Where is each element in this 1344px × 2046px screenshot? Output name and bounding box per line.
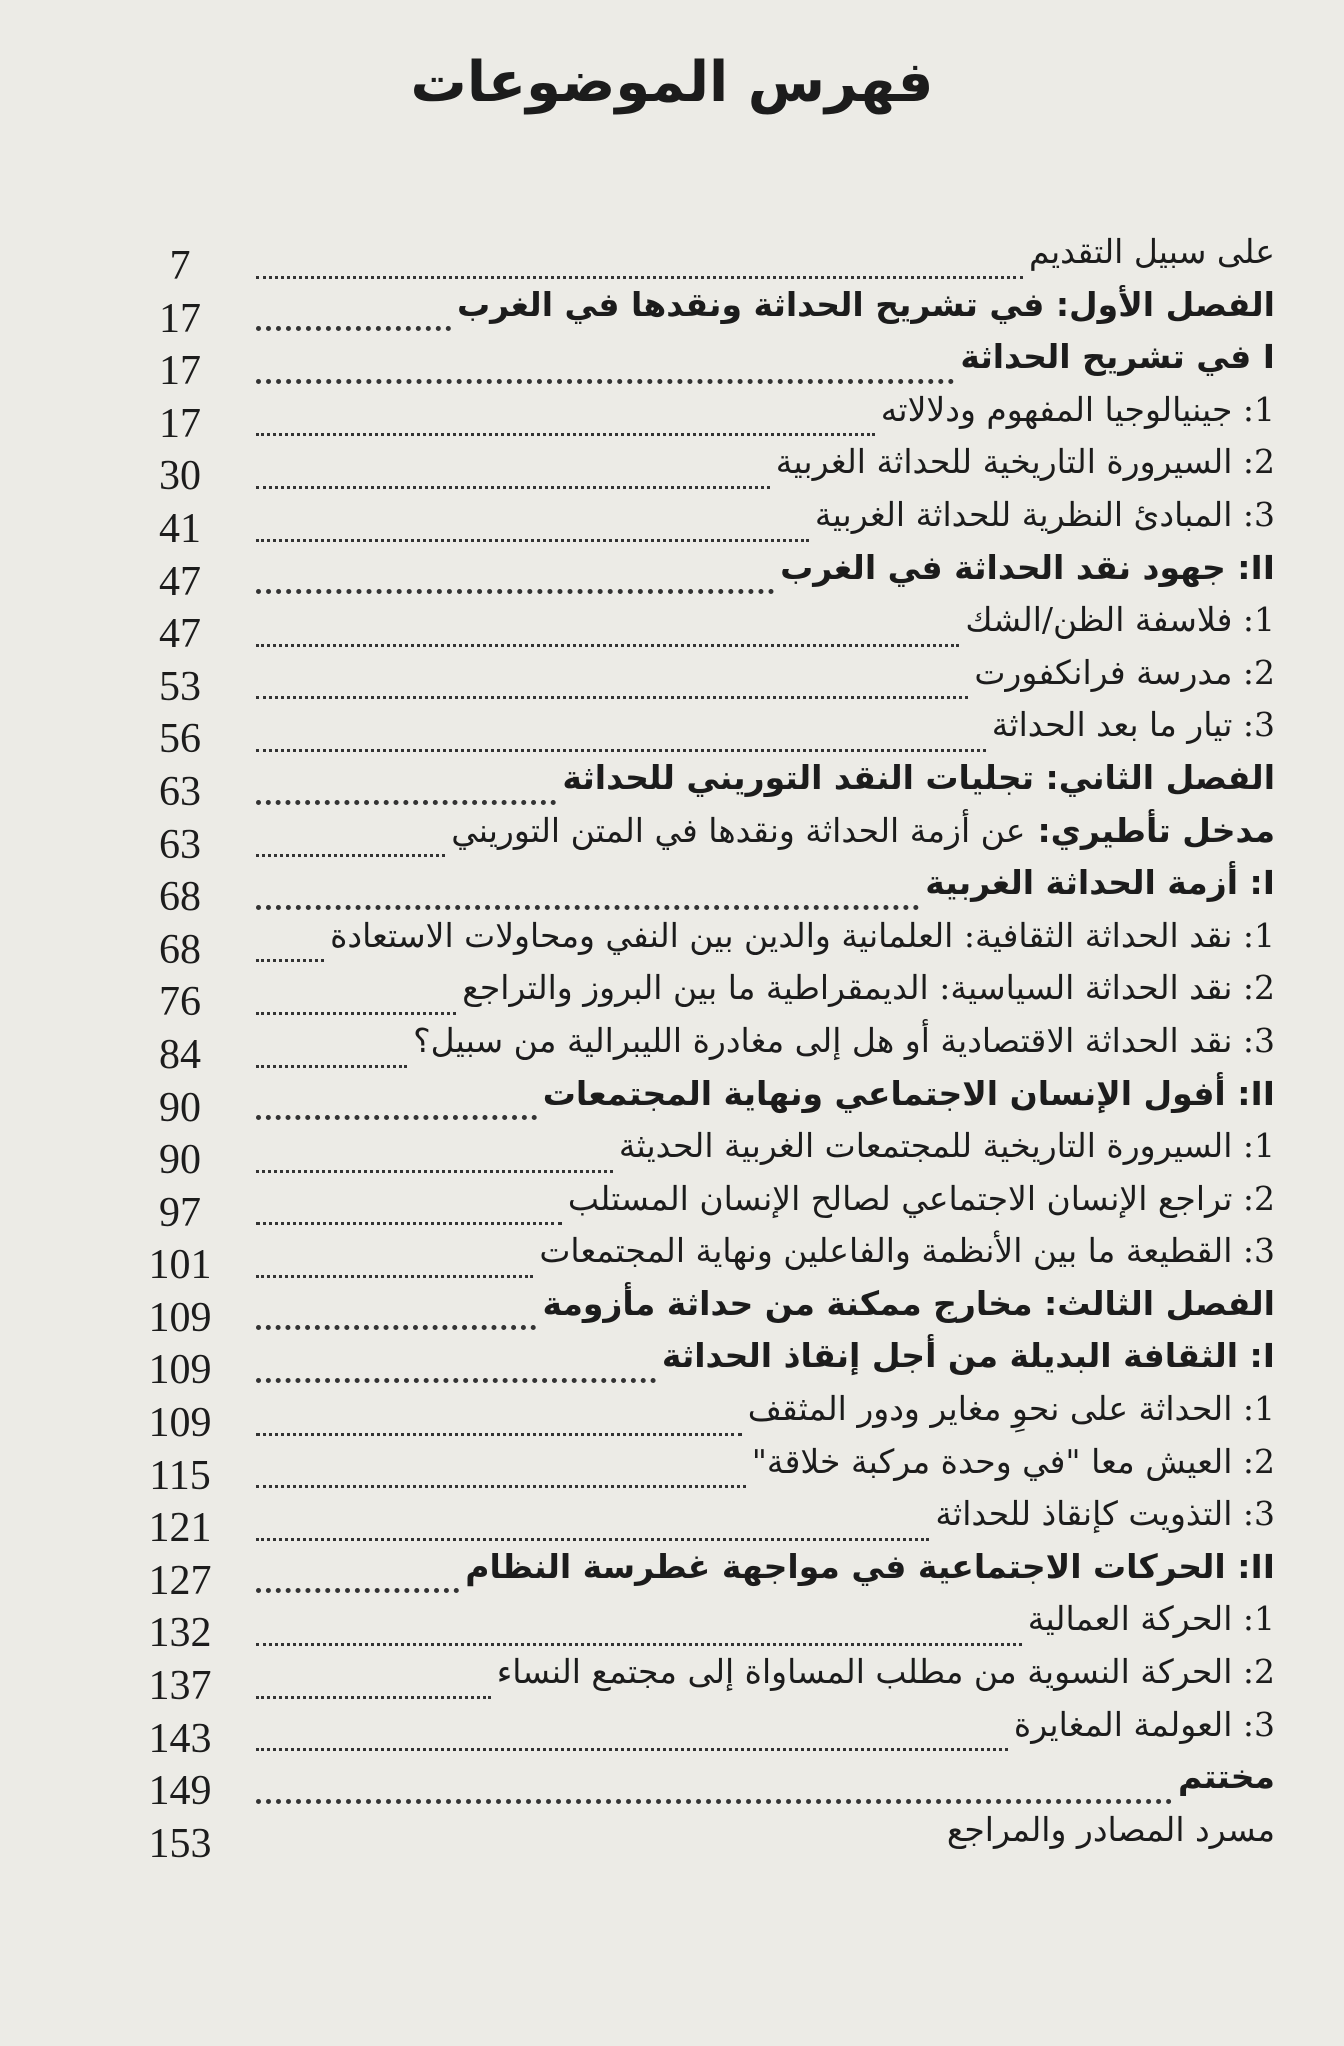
toc-page-number: 53 [159,663,201,710]
dot-leader [256,1522,929,1541]
toc-entry-title: 1: نقد الحداثة الثقافية: العلمانية والدين بين النفي ومحاولات الاستعادة [330,915,1275,955]
toc-entry [250,752,1275,805]
dot-leader [256,943,324,962]
dot-leader [256,1469,746,1488]
toc-entry [250,857,1275,910]
toc-entry-title: I: أزمة الحداثة الغربية [925,863,1275,903]
dot-leader [256,628,959,647]
toc-page-number: 109 [148,1400,212,1447]
dot-leader [256,1049,407,1068]
dot-leader [256,1840,941,1856]
toc-page-number: 17 [159,400,201,447]
toc-entry [250,1751,1275,1804]
toc-entry-title: الفصل الثاني: تجليات النقد التوريني للحداثة [562,757,1275,797]
toc-entry-title: 3: العولمة المغايرة [1013,1704,1275,1744]
toc-entry [250,1225,1275,1278]
toc-entry [250,436,1275,489]
toc-entry-title: 2: السيرورة التاريخية للحداثة الغربية [775,442,1275,482]
toc-entry [250,1383,1275,1436]
dot-leader [256,1362,656,1383]
toc-page-number: 63 [159,768,201,815]
toc-page-number: 127 [148,1557,212,1604]
toc-entry-title: 3: المبادئ النظرية للحداثة الغربية [814,494,1275,534]
toc-entry [250,1330,1275,1383]
toc-entries [250,226,1275,1856]
toc-entry [250,1015,1275,1068]
toc-entry-title: II: أفول الإنسان الاجتماعي ونهاية المجتمعات [542,1073,1275,1113]
toc-entry-title: II: الحركات الاجتماعية في مواجهة غطرسة النظام [465,1546,1275,1586]
toc-entry [250,699,1275,752]
dot-leader [256,363,954,384]
toc-entry [250,805,1275,858]
dot-leader [256,1732,1008,1751]
toc-page-number: 109 [148,1347,212,1394]
dot-leader [256,733,986,752]
toc-entry [250,1120,1275,1173]
dot-leader [256,417,875,436]
toc-entry-title: I: الثقافة البديلة من أجل إنقاذ الحداثة [661,1336,1275,1376]
toc-entry [250,1593,1275,1646]
toc-entry [250,1278,1275,1331]
dot-leader [256,1099,537,1120]
toc-page-number: 17 [159,348,201,395]
toc-entry-title: 2: نقد الحداثة السياسية: الديمقراطية ما بين البروز والتراجع [462,968,1275,1008]
toc-entry-title: الفصل الثالث: مخارج ممكنة من حداثة مأزومة [542,1283,1275,1323]
toc-entry-title: مختتم [1177,1757,1275,1797]
toc-page-number: 143 [148,1715,212,1762]
dot-leader [256,1783,1172,1804]
toc-page-number: 56 [159,716,201,763]
toc-page-number: 137 [148,1663,212,1710]
dot-leader [256,470,770,489]
toc-entry [250,1488,1275,1541]
toc-page-number: 153 [148,1820,212,1867]
toc-entry [250,1646,1275,1699]
toc-entry [250,647,1275,700]
toc-page-number: 30 [159,453,201,500]
toc-page-number: 121 [148,1505,212,1552]
dot-leader [256,889,919,910]
toc-page-number: 84 [159,1031,201,1078]
toc-entry-title: II: جهود نقد الحداثة في الغرب [780,547,1275,587]
dot-leader [256,996,456,1015]
dot-leader [256,1417,742,1436]
toc-entry-title: 1: جينيالوجيا المفهوم ودلالاته [880,389,1275,429]
dot-leader [256,1206,562,1225]
toc-entry [250,226,1275,279]
dot-leader [256,784,556,805]
toc-page-number: 41 [159,505,201,552]
dot-leader [256,523,809,542]
toc-entry [250,1068,1275,1121]
toc-page-number: 109 [148,1294,212,1341]
dot-leader [256,1627,1022,1646]
dot-leader [256,1309,536,1330]
dot-leader [256,260,1023,279]
toc-entry-prefix: مدخل تأطيري: [1037,810,1275,850]
toc-page-number: 101 [148,1242,212,1289]
toc-page-number: 97 [159,1189,201,1236]
toc-page-number: 47 [159,558,201,605]
toc-entry-title: 3: نقد الحداثة الاقتصادية أو هل إلى مغادرة الليبرالية من سبيل؟ [413,1020,1275,1060]
toc-entry-title: 2: العيش معا "في وحدة مركبة خلاقة" [751,1441,1275,1481]
toc-entry-title: 2: مدرسة فرانكفورت [974,652,1275,692]
toc-entry-title: 3: تيار ما بعد الحداثة [991,705,1275,745]
toc-entry-title: 3: القطيعة ما بين الأنظمة والفاعلين ونهاية المجتمعات [539,1231,1275,1271]
toc-page-number: 68 [159,926,201,973]
toc-page-number: 149 [148,1768,212,1815]
toc-page-number: 90 [159,1084,201,1131]
toc-entry-title: 2: تراجع الإنسان الاجتماعي لصالح الإنسان المستلب [567,1178,1275,1218]
dot-leader [256,1154,613,1173]
toc-entry-title: 3: التذويت كإنقاذ للحداثة [935,1494,1275,1534]
toc-page-number: 68 [159,874,201,921]
toc-entry-title: 1: الحداثة على نحوِ مغاير ودور المثقف [747,1389,1275,1429]
toc-entry-title: 1: فلاسفة الظن/الشك [965,600,1275,640]
toc-page-number: 90 [159,1137,201,1184]
dot-leader [256,1572,459,1593]
toc-entry-title: 1: الحركة العمالية [1027,1599,1275,1639]
toc-entry [250,331,1275,384]
toc-page-number: 115 [149,1452,211,1499]
toc-entry-title: عن أزمة الحداثة ونقدها في المتن التوريني [451,810,1026,850]
dot-leader [256,838,445,857]
toc-entry [250,962,1275,1015]
toc-entry [250,384,1275,437]
toc-entry [250,1804,1275,1857]
toc-page-number: 17 [159,295,201,342]
toc-page-numbers [125,240,235,1870]
toc-page-number: 76 [159,979,201,1026]
toc-page-number: 63 [159,821,201,868]
toc-entry [250,1699,1275,1752]
toc-entry [250,1436,1275,1489]
toc-page-number: 7 [169,243,191,289]
toc-entry-title: 1: السيرورة التاريخية للمجتمعات الغربية الحديثة [618,1126,1275,1166]
dot-leader [256,573,774,594]
toc-entry-title: I في تشريح الحداثة [960,337,1275,377]
dot-leader [256,1680,491,1699]
toc-entry-title: مسرد المصادر والمراجع [946,1809,1275,1849]
dot-leader [256,310,451,331]
toc-entry [250,910,1275,963]
toc-entry-title: 2: الحركة النسوية من مطلب المساواة إلى مجتمع النساء [496,1652,1275,1692]
toc-entry [250,489,1275,542]
toc-entry-title: على سبيل التقديم [1028,232,1275,271]
toc-entry [250,1173,1275,1226]
page-title: فهرس الموضوعات [410,50,934,115]
toc-entry [250,594,1275,647]
toc-entry [250,279,1275,332]
dot-leader [256,680,968,699]
toc-entry-title: الفصل الأول: في تشريح الحداثة ونقدها في الغرب [456,284,1275,324]
dot-leader [256,1259,533,1278]
toc-page-number: 132 [148,1610,212,1657]
toc-entry [250,542,1275,595]
toc-page-number: 47 [159,611,201,658]
toc-entry [250,1541,1275,1594]
